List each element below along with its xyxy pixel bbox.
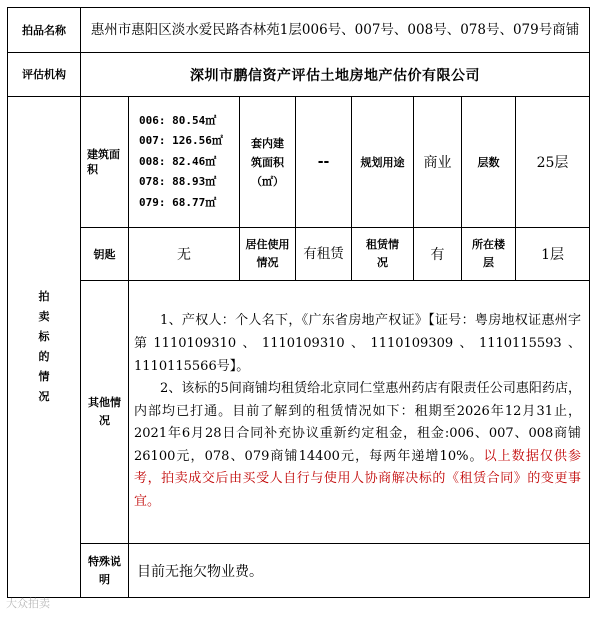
other-details bbox=[129, 281, 590, 544]
watermark: 大众拍卖 bbox=[6, 597, 50, 610]
area-078: 078: 88.93㎡ bbox=[139, 175, 217, 189]
other-paragraph-2 bbox=[129, 378, 589, 514]
inner-area-label: 套内建筑面积（㎡） bbox=[240, 97, 296, 228]
lease-label: 租赁情况 bbox=[352, 228, 414, 281]
appraiser-value: 深圳市鹏信资产评估土地房地产估价有限公司 bbox=[81, 53, 590, 97]
area-008: 008: 82.46㎡ bbox=[139, 154, 217, 168]
planned-use-value: 商业 bbox=[414, 97, 462, 228]
other-paragraph-2-text: 2、该标的5间商铺均租赁给北京同仁堂惠州药店有限责任公司惠阳药店，内部均已打通。目前了解到的租赁情况如下：租期至2026年12月31止，2021年6月28日合同补充协议重新约定租金，租金:006、007、008商铺26100元，078、079商铺14400元，每两年递增10%。 bbox=[134, 381, 582, 464]
area-006: 006: 80.54㎡ bbox=[139, 113, 217, 127]
special-label: 特殊说明 bbox=[81, 544, 129, 598]
building-area-label: 建筑面积 bbox=[81, 97, 129, 228]
inner-area-value: -- bbox=[296, 97, 352, 228]
other-paragraph-1: 1、产权人：个人名下，《广东省房地产权证》【证号：粤房地权证惠州字第1110109310、1110109310、1110109309、1110115593、1110115566号】。 bbox=[134, 313, 582, 374]
occupancy-value: 有租赁 bbox=[296, 228, 352, 281]
appraiser-label: 评估机构 bbox=[8, 53, 81, 97]
situation-label-cell bbox=[8, 97, 81, 598]
other-label: 其他情况 bbox=[81, 281, 129, 544]
auction-info-table bbox=[7, 7, 590, 598]
area-007: 007: 126.56㎡ bbox=[139, 134, 223, 148]
building-area-values bbox=[129, 97, 240, 228]
area-079: 079: 68.77㎡ bbox=[139, 195, 217, 209]
keys-value: 无 bbox=[129, 228, 240, 281]
item-name-label: 拍品名称 bbox=[8, 8, 81, 53]
floors-label: 层数 bbox=[462, 97, 516, 228]
floors-value: 25层 bbox=[516, 97, 590, 228]
special-value: 目前无拖欠物业费。 bbox=[129, 544, 590, 598]
keys-label: 钥匙 bbox=[81, 228, 129, 281]
planned-use-label: 规划用途 bbox=[352, 97, 414, 228]
floor-located-label: 所在楼层 bbox=[462, 228, 516, 281]
lease-value: 有 bbox=[414, 228, 462, 281]
other-paragraph-2-red: 以上数据仅供参考，拍卖成交后由买受人自行与使用人协商解决标的《租赁合同》的变更事宜。 bbox=[134, 448, 582, 510]
occupancy-label: 居住使用情况 bbox=[240, 228, 296, 281]
item-name-value: 惠州市惠阳区淡水爱民路杏林苑1层006号、007号、008号、078号、079号商铺 bbox=[81, 8, 590, 53]
situation-label: 拍卖标的情况 bbox=[38, 290, 50, 403]
floor-located-value: 1层 bbox=[516, 228, 590, 281]
